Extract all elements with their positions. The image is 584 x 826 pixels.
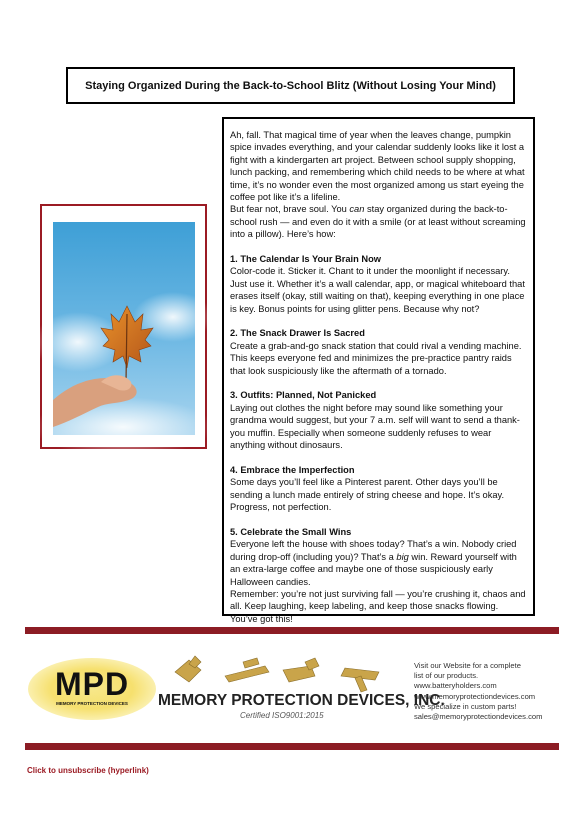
battery-contact-parts-icon — [165, 652, 395, 692]
footer-top-rule — [25, 627, 559, 634]
autumn-leaf-illustration — [53, 222, 195, 435]
footer-bottom-rule — [25, 743, 559, 750]
closing-paragraph: Remember: you’re not just surviving fall — you’re crushing it, chaos and all. Keep laughing, keep labeling, and keep those snacks flowing. You’ve got this! — [230, 588, 526, 624]
section-heading-2: 2. The Snack Drawer Is Sacred — [230, 328, 365, 339]
certification-text: Certified ISO9001:2015 — [240, 711, 324, 720]
mpd-logo-text: MPD — [54, 666, 130, 702]
intro-p2-emphasis: can — [349, 204, 365, 215]
unsubscribe-link[interactable]: Click to unsubscribe (hyperlink) — [27, 766, 149, 775]
website-link-mpd[interactable]: www.memoryprotectiondevices.com — [414, 691, 536, 701]
contact-line: We specialize in custom parts! — [414, 701, 517, 711]
section-body-5 — [230, 538, 526, 588]
section-heading-4: 4. Embrace the Imperfection — [230, 464, 355, 475]
section-5-text-2: win. Reward yourself with an extra-large coffee and maybe one of those suspiciously early Halloween candies. — [230, 551, 517, 587]
article-body — [222, 117, 535, 624]
company-name: MEMORY PROTECTION DEVICES, INC. — [158, 692, 445, 709]
intro-p2-text-2: stay organized during the back-to-school rush — and even do it with a smile (or at least without screaming into a pillow). Here’s how: — [230, 204, 526, 240]
autumn-leaf-photo — [53, 222, 195, 435]
article-title — [66, 67, 515, 104]
intro-paragraph-2 — [230, 203, 526, 240]
section-body-4: Some days you’ll feel like a Pinterest parent. Other days you’ll be sending a lunch made entirely of string cheese and hope. It’s okay. Progress, not perfection. — [230, 477, 505, 513]
contact-info — [414, 661, 564, 722]
section-heading-5: 5. Celebrate the Small Wins — [230, 526, 352, 537]
sales-email-link[interactable]: sales@memoryprotectiondevices.com — [414, 712, 543, 722]
contact-line: list of our products. — [414, 671, 479, 681]
photo-frame — [40, 204, 207, 449]
website-link-batteryholders[interactable]: www.batteryholders.com — [414, 681, 497, 691]
section-5-emphasis: big — [396, 551, 409, 562]
section-body-2: Create a grab-and-go snack station that could rival a vending machine. This keeps everyone fed and minimizes the pre-practice pantry raids that look suspiciously like the aftermath of a tornado. — [230, 340, 522, 376]
section-body-3: Laying out clothes the night before may sound like something your grandma would suggest, but your 7 a.m. self will want to send a thank-you muffin. Especially when someone suddenly refuses to wear anything without dinosaurs. — [230, 402, 520, 451]
mpd-logo — [28, 658, 156, 720]
footer — [25, 640, 559, 740]
intro-p2-text-1: But fear not, brave soul. You — [230, 204, 350, 215]
contact-line: Visit our Website for a complete — [414, 661, 521, 670]
section-5-text-1: Everyone left the house with shoes today? That’s a win. Nobody cried during drop-off (including you)? That’s a — [230, 539, 517, 562]
article-title-text: Staying Organized During the Back-to-School Blitz (Without Losing Your Mind) — [85, 79, 496, 92]
intro-paragraph-1: Ah, fall. That magical time of year when the leaves change, pumpkin spice invades everything, and your calendar suddenly looks like it lost a fight with a kindergarten art project. Between school supply shopping, lunch packing, and remembering which child needs to be where at what time, it’s no wonder even the most organized among us start eyeing the coffee pot like it’s a lifeline. — [230, 130, 525, 203]
section-heading-1: 1. The Calendar Is Your Brain Now — [230, 254, 382, 265]
mpd-logo-subtext: MEMORY PROTECTION DEVICES — [56, 701, 128, 706]
section-heading-3: 3. Outfits: Planned, Not Panicked — [230, 390, 377, 401]
section-body-1: Color-code it. Sticker it. Chant to it under the moonlight if necessary. Just use it. Whether it’s a wall calendar, app, or magical whiteboard that erases itself (okay, still waiting on that), keeping everything in one place is key. Bonus points for using glitter pens. Because why not? — [230, 266, 525, 314]
